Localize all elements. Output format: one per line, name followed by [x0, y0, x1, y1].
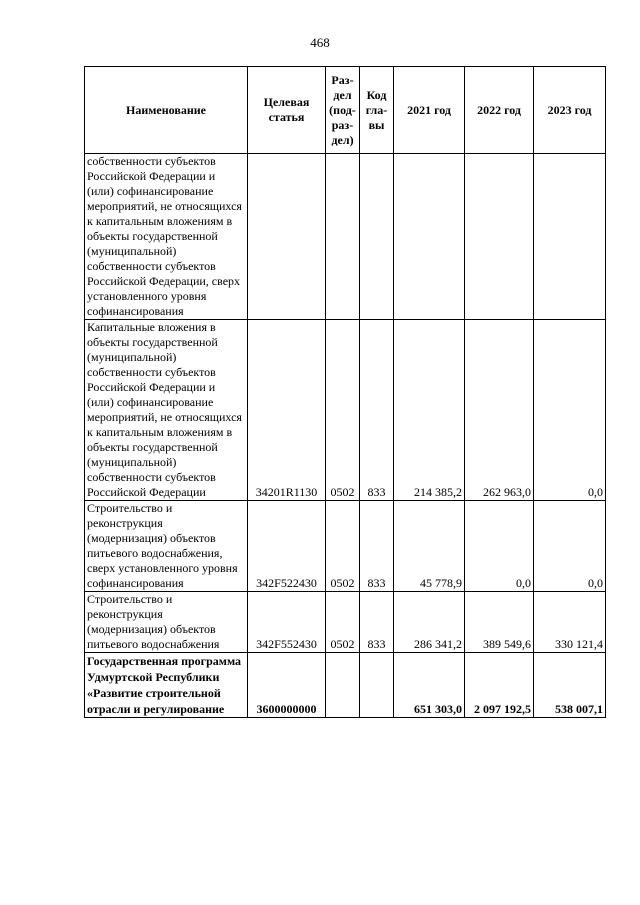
header-name: Наименование [85, 67, 248, 154]
row-code: 342F522430 [248, 501, 326, 592]
budget-table [84, 66, 606, 718]
row-2023: 330 121,4 [534, 592, 606, 653]
table-row [85, 154, 606, 320]
row-name: собственности субъектов Российской Федерации и (или) софинансирование мероприятий, не относящихся к капитальным вложениям в объекты государственной (муниципальной) собственности субъектов Российской Федерации, сверх установленного уровня софинансирования [85, 154, 248, 320]
row-section: 0502 [326, 592, 360, 653]
row-name: Капитальные вложения в объекты государственной (муниципальной) собственности субъектов Российской Федерации и (или) софинансирование мероприятий, не относящихся к капитальным вложениям в объекты государственной (муниципальной) собственности субъектов Российской Федерации [85, 320, 248, 501]
header-2022: 2022 год [465, 67, 534, 154]
row-2021: 214 385,2 [394, 320, 465, 501]
row-2022: 389 549,6 [465, 592, 534, 653]
row-chapter [360, 653, 394, 718]
header-2023: 2023 год [534, 67, 606, 154]
row-chapter: 833 [360, 320, 394, 501]
row-name: Строительство и реконструкция (модернизация) объектов питьевого водоснабжения [85, 592, 248, 653]
row-section: 0502 [326, 320, 360, 501]
row-code: 342F552430 [248, 592, 326, 653]
header-chapter: Код гла-вы [360, 67, 394, 154]
row-section [326, 653, 360, 718]
header-target: Целевая статья [248, 67, 326, 154]
table-row [85, 501, 606, 592]
row-2023: 0,0 [534, 501, 606, 592]
page-number: 468 [310, 35, 330, 50]
row-2023 [534, 154, 606, 320]
table-header-row [85, 67, 606, 154]
row-chapter [360, 154, 394, 320]
row-2022 [465, 154, 534, 320]
row-section: 0502 [326, 501, 360, 592]
row-2021: 286 341,2 [394, 592, 465, 653]
row-2022: 262 963,0 [465, 320, 534, 501]
row-2021: 651 303,0 [394, 653, 465, 718]
header-2021: 2021 год [394, 67, 465, 154]
row-2023: 538 007,1 [534, 653, 606, 718]
row-chapter: 833 [360, 592, 394, 653]
row-name: Строительство и реконструкция (модернизация) объектов питьевого водоснабжения, сверх установленного уровня софинансирования [85, 501, 248, 592]
row-name: Государственная программа Удмуртской Республики «Развитие строительной отрасли и регулирование [85, 653, 248, 718]
table-row [85, 592, 606, 653]
header-section: Раз-дел (под-раз-дел) [326, 67, 360, 154]
row-chapter: 833 [360, 501, 394, 592]
row-2021 [394, 154, 465, 320]
table-row-total [85, 653, 606, 718]
row-2021: 45 778,9 [394, 501, 465, 592]
row-2022: 2 097 192,5 [465, 653, 534, 718]
row-code: 34201R1130 [248, 320, 326, 501]
row-2022: 0,0 [465, 501, 534, 592]
row-2023: 0,0 [534, 320, 606, 501]
row-section [326, 154, 360, 320]
table-row [85, 320, 606, 501]
row-code: 3600000000 [248, 653, 326, 718]
row-code [248, 154, 326, 320]
